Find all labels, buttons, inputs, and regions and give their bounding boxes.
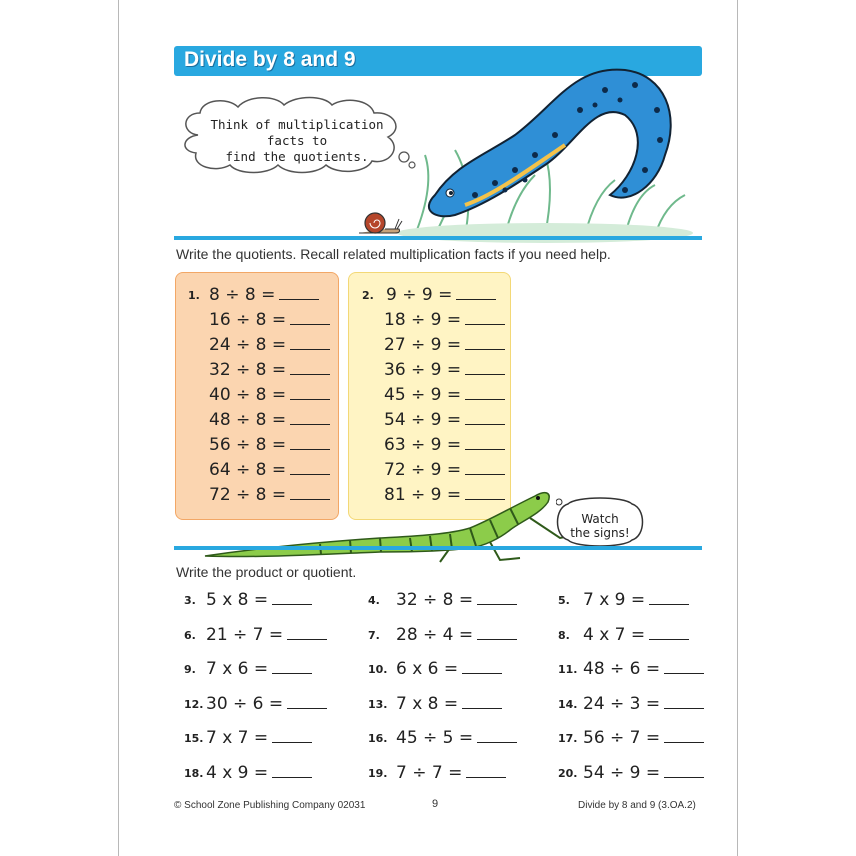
footer-page-number: 9: [432, 798, 439, 810]
tip-line-1: Think of multiplication facts to: [210, 117, 384, 148]
problem-number: 2.: [362, 289, 374, 302]
problem-expression: 28 ÷ 4 =: [396, 624, 474, 645]
problem-number: 1.: [188, 289, 200, 302]
problem-number: 12.: [184, 697, 204, 711]
problem-item: [209, 409, 330, 430]
problem-expression: 7 x 7 =: [206, 728, 269, 748]
answer-blank[interactable]: [272, 727, 312, 743]
newt-illustration: [395, 55, 695, 245]
answer-blank[interactable]: [290, 409, 330, 425]
problem-item: [209, 459, 330, 480]
problem-item: [206, 693, 327, 714]
problem-item: [209, 359, 330, 380]
problem-item: [206, 658, 312, 679]
problem-number: 19.: [368, 766, 388, 780]
problem-expression: 5 x 8 =: [206, 590, 269, 610]
problem-expression: 7 ÷ 7 =: [396, 762, 463, 783]
problem-number: 7.: [368, 628, 380, 642]
problem-expression: 36 ÷ 9 =: [384, 360, 462, 380]
problem-expression: 18 ÷ 9 =: [384, 310, 462, 330]
answer-blank[interactable]: [290, 334, 330, 350]
watch-line-1: Watch: [581, 512, 619, 526]
problem-expression: 56 ÷ 7 =: [583, 728, 661, 748]
answer-blank[interactable]: [290, 434, 330, 450]
problem-number: 17.: [558, 732, 578, 745]
problem-number: 4.: [368, 594, 380, 607]
answer-blank[interactable]: [272, 658, 312, 674]
problem-expression: 7 x 6 =: [206, 659, 269, 679]
problem-number: 14.: [558, 697, 578, 711]
problem-item: [206, 727, 312, 748]
problem-item: [583, 658, 704, 679]
answer-blank[interactable]: [462, 658, 502, 674]
answer-blank[interactable]: [290, 309, 330, 325]
problem-expression: 48 ÷ 6 =: [583, 659, 661, 679]
problem-expression: 7 x 9 =: [583, 590, 646, 610]
problem-item: [583, 762, 704, 783]
answer-blank[interactable]: [465, 309, 505, 325]
problem-expression: 56 ÷ 8 =: [209, 435, 287, 455]
answer-blank[interactable]: [477, 624, 517, 640]
problem-number: 8.: [558, 628, 570, 642]
problem-item: [209, 434, 330, 455]
problem-expression: 45 ÷ 9 =: [384, 385, 462, 405]
problem-item: [384, 459, 505, 480]
answer-blank[interactable]: [465, 459, 505, 475]
problem-expression: 6 x 6 =: [396, 659, 459, 679]
problem-expression: 24 ÷ 8 =: [209, 335, 287, 355]
problem-expression: 54 ÷ 9 =: [583, 762, 661, 783]
problem-number: 13.: [368, 697, 388, 711]
answer-blank[interactable]: [456, 284, 496, 300]
problem-number: 15.: [184, 732, 204, 745]
problem-item: [209, 334, 330, 355]
problem-expression: 21 ÷ 7 =: [206, 624, 284, 645]
answer-blank[interactable]: [649, 589, 689, 605]
problem-expression: 72 ÷ 8 =: [209, 485, 287, 505]
section-divider-bottom: [174, 546, 702, 550]
answer-blank[interactable]: [664, 693, 704, 709]
tip-line-2: find the quotients.: [225, 149, 369, 164]
answer-blank[interactable]: [465, 359, 505, 375]
section-divider-top: [174, 236, 702, 240]
problem-item: [206, 762, 312, 783]
answer-blank[interactable]: [664, 658, 704, 674]
problem-number: 9.: [184, 663, 196, 676]
problem-expression: 30 ÷ 6 =: [206, 693, 284, 714]
problem-item: [209, 384, 330, 405]
snail-icon: [355, 205, 403, 237]
problem-expression: 8 ÷ 8 =: [209, 285, 276, 305]
problem-expression: 24 ÷ 3 =: [583, 693, 661, 714]
tip-text: [190, 117, 404, 165]
problem-number: 6.: [184, 628, 196, 642]
lizard-illustration: [200, 478, 580, 563]
answer-blank[interactable]: [649, 624, 689, 640]
problem-item: [583, 624, 689, 645]
problem-number: 11.: [558, 663, 578, 676]
answer-blank[interactable]: [290, 359, 330, 375]
footer-standard: Divide by 8 and 9 (3.OA.2): [578, 800, 696, 811]
problem-expression: 81 ÷ 9 =: [384, 485, 462, 505]
answer-blank[interactable]: [664, 727, 704, 743]
problem-expression: 48 ÷ 8 =: [209, 410, 287, 430]
problem-item: [384, 409, 505, 430]
answer-blank[interactable]: [272, 762, 312, 778]
problem-item: [583, 693, 704, 714]
problem-item: [209, 309, 330, 330]
answer-blank[interactable]: [290, 384, 330, 400]
problem-item: [384, 334, 505, 355]
problem-expression: 4 x 7 =: [583, 624, 646, 645]
answer-blank[interactable]: [272, 589, 312, 605]
watch-signs-text: [560, 512, 640, 540]
answer-blank[interactable]: [287, 693, 327, 709]
problem-expression: 27 ÷ 9 =: [384, 335, 462, 355]
problem-number: 16.: [368, 732, 388, 745]
answer-blank[interactable]: [477, 727, 517, 743]
answer-blank[interactable]: [664, 762, 704, 778]
problem-number: 5.: [558, 594, 570, 607]
answer-blank[interactable]: [477, 589, 517, 605]
problem-item: [206, 589, 312, 610]
problem-item: [396, 658, 502, 679]
problem-item: [209, 284, 319, 305]
answer-blank[interactable]: [279, 284, 319, 300]
problem-expression: 40 ÷ 8 =: [209, 385, 287, 405]
problem-expression: 54 ÷ 9 =: [384, 410, 462, 430]
answer-blank[interactable]: [466, 762, 506, 778]
problem-expression: 45 ÷ 5 =: [396, 728, 474, 748]
problem-expression: 32 ÷ 8 =: [396, 590, 474, 610]
problem-item: [396, 624, 517, 645]
problem-expression: 63 ÷ 9 =: [384, 435, 462, 455]
page-title: Divide by 8 and 9: [184, 48, 356, 71]
problem-item: [583, 727, 704, 748]
answer-blank[interactable]: [465, 434, 505, 450]
answer-blank[interactable]: [465, 384, 505, 400]
problem-item: [396, 727, 517, 748]
problem-item: [384, 309, 505, 330]
problem-expression: 72 ÷ 9 =: [384, 460, 462, 480]
problem-number: 10.: [368, 663, 388, 676]
problem-number: 18.: [184, 766, 204, 780]
problem-item: [583, 589, 689, 610]
instructions-mixed: Write the product or quotient.: [176, 564, 357, 580]
answer-blank[interactable]: [290, 459, 330, 475]
problem-expression: 4 x 9 =: [206, 762, 269, 783]
problem-expression: 32 ÷ 8 =: [209, 360, 287, 380]
problem-item: [396, 589, 517, 610]
instructions-quotients: Write the quotients. Recall related multiplication facts if you need help.: [176, 246, 611, 262]
problem-expression: 64 ÷ 8 =: [209, 460, 287, 480]
problem-item: [396, 693, 502, 714]
answer-blank[interactable]: [287, 624, 327, 640]
problem-number: 3.: [184, 594, 196, 607]
problem-item: [384, 434, 505, 455]
problem-item: [386, 284, 496, 305]
problem-number: 20.: [558, 766, 578, 780]
problem-item: [384, 384, 505, 405]
footer-copyright: © School Zone Publishing Company 02031: [174, 800, 366, 811]
problem-expression: 9 ÷ 9 =: [386, 285, 453, 305]
answer-blank[interactable]: [465, 334, 505, 350]
watch-line-2: the signs!: [570, 526, 630, 540]
problem-expression: 7 x 8 =: [396, 693, 459, 714]
problem-item: [206, 624, 327, 645]
answer-blank[interactable]: [465, 409, 505, 425]
problem-item: [396, 762, 506, 783]
problem-expression: 16 ÷ 8 =: [209, 310, 287, 330]
problem-item: [384, 359, 505, 380]
answer-blank[interactable]: [462, 693, 502, 709]
